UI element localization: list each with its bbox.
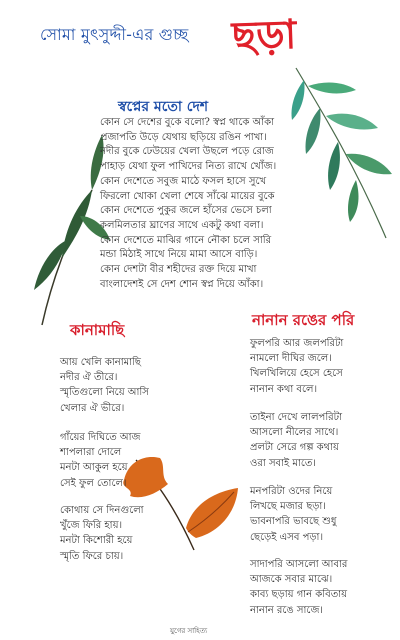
poem-line: কোন দেশেতে মাঝির গানে নৌকা চলে সারি	[100, 234, 272, 246]
right-stanza-2	[250, 410, 342, 471]
poem-line: বাংলাদেশই সে দেশ শোন স্বপ্ন দিয়ে আঁকা।	[100, 278, 264, 290]
poem-line: লিখছে মজার ছড়া।	[250, 501, 326, 513]
green-leaf-illustration	[22, 130, 112, 330]
poem-line: ছেড়েই এসব পড়া।	[250, 531, 324, 543]
poem-line: কলমিলতার ঘ্রাণের সাথে একটু কথা বলা।	[100, 219, 264, 231]
poem-line: ওরা সবাই মাতে।	[250, 457, 316, 469]
left-poem-title: কানামাছি	[70, 321, 125, 339]
poem-line: তাইনা দেখে লালপরিটা	[250, 412, 343, 423]
poem-line: কাব্য ছড়ায় গান কবিতায়	[250, 589, 348, 601]
poem-line: পাহাড় যেথা ফুল পাখিদের নিত্য রাখে খোঁজ।	[100, 161, 277, 173]
poem-line: প্রজাপতি উড়ে যেথায় ছড়িয়ে রঙিন পাখা।	[100, 131, 267, 143]
right-stanza-3	[250, 484, 337, 545]
poem-line: সাদাপরি আসলো আবার	[250, 559, 348, 570]
poem-line: নানান কথা বলে।	[250, 383, 318, 395]
poem-line: মনটা আকুল হয়ে	[60, 462, 128, 474]
poem-line: ভাবনাপরি ভাবছে শুধু	[250, 516, 337, 528]
poem-line: খেলার ঐ ভীরে।	[60, 402, 125, 414]
poem-line: শাপলারা দোলে	[60, 447, 122, 459]
poem-line: স্মৃতি ফিরে চায়।	[60, 550, 124, 562]
main-poem-body	[100, 116, 320, 292]
poem-line: কোথায় সে দিনগুলো	[60, 505, 144, 516]
right-poem-title: নানান রঙের পরি	[252, 311, 355, 329]
poem-line: আসলো নীলের সাথে।	[250, 427, 339, 439]
poem-line: খিলখিলিয়ে হেসে হেসে	[250, 368, 343, 380]
poem-line: মন্ডা মিঠাই সাথে নিয়ে মামা আসে বাড়ি।	[100, 249, 258, 261]
poem-line: সেই ফুল তোলে।	[60, 477, 127, 489]
right-stanza-1	[250, 336, 343, 397]
poem-line: কোন দেশটা বীর শহীদের রক্ত দিয়ে মাখা	[100, 264, 257, 276]
poem-line: আয় খেলি কানামাছি	[60, 357, 141, 368]
poem-line: নামলো দীঘির জলে।	[250, 353, 332, 365]
left-stanza-3	[60, 503, 144, 564]
footer-credit: যুগের সাহিত্য	[170, 627, 208, 635]
poem-line: মনটা কিশোরী হয়ে	[60, 535, 133, 547]
poem-line: নানান রঙে সাজে।	[250, 604, 323, 616]
main-poem-title: স্বপ্নের মতো দেশ	[118, 99, 209, 115]
poem-line: মনপরিটা ওদের নিয়ে	[250, 486, 333, 497]
right-stanza-4	[250, 557, 347, 618]
poem-line: নদীর ঐ তীরে।	[60, 372, 118, 384]
left-stanza-1	[60, 355, 149, 416]
poem-line: কোন সে দেশের বুকে বলো? স্বপ্ন থাকে আঁকা	[100, 117, 275, 128]
poem-line: স্মৃতিগুলো নিয়ে আসি	[60, 387, 149, 399]
poem-line: কোন দেশেতে সবুজ মাঠে ফসল হাসে সুখে	[100, 175, 267, 187]
series-title: সোমা মুৎসুদ্দী-এর গুচ্ছ	[40, 25, 189, 44]
page-title: ছড়া	[231, 11, 298, 61]
poem-line: ফিরলো খোকা খেলা শেষে সাঁঝে মায়ের বুকে	[100, 190, 275, 202]
poem-line: খুঁজে ফিরি হায়।	[60, 520, 123, 532]
poem-line: প্রলটা সেরে গল্প কথায়	[250, 442, 339, 454]
poem-line: কোন দেশেতে পুকুর জলে হাঁসের ভেসে চলা	[100, 205, 272, 217]
poem-line: ফুলপরি আর জলপরিটা	[250, 338, 344, 349]
poem-line: নদীর বুকে ঢেউয়ের খেলা উছলে পড়ে রোজ	[100, 146, 274, 158]
poem-line: গাঁয়ের দিঘিতে আজ	[60, 432, 141, 443]
left-stanza-2	[60, 430, 141, 491]
poem-line: আজকে সবার মাঝে।	[250, 574, 333, 586]
